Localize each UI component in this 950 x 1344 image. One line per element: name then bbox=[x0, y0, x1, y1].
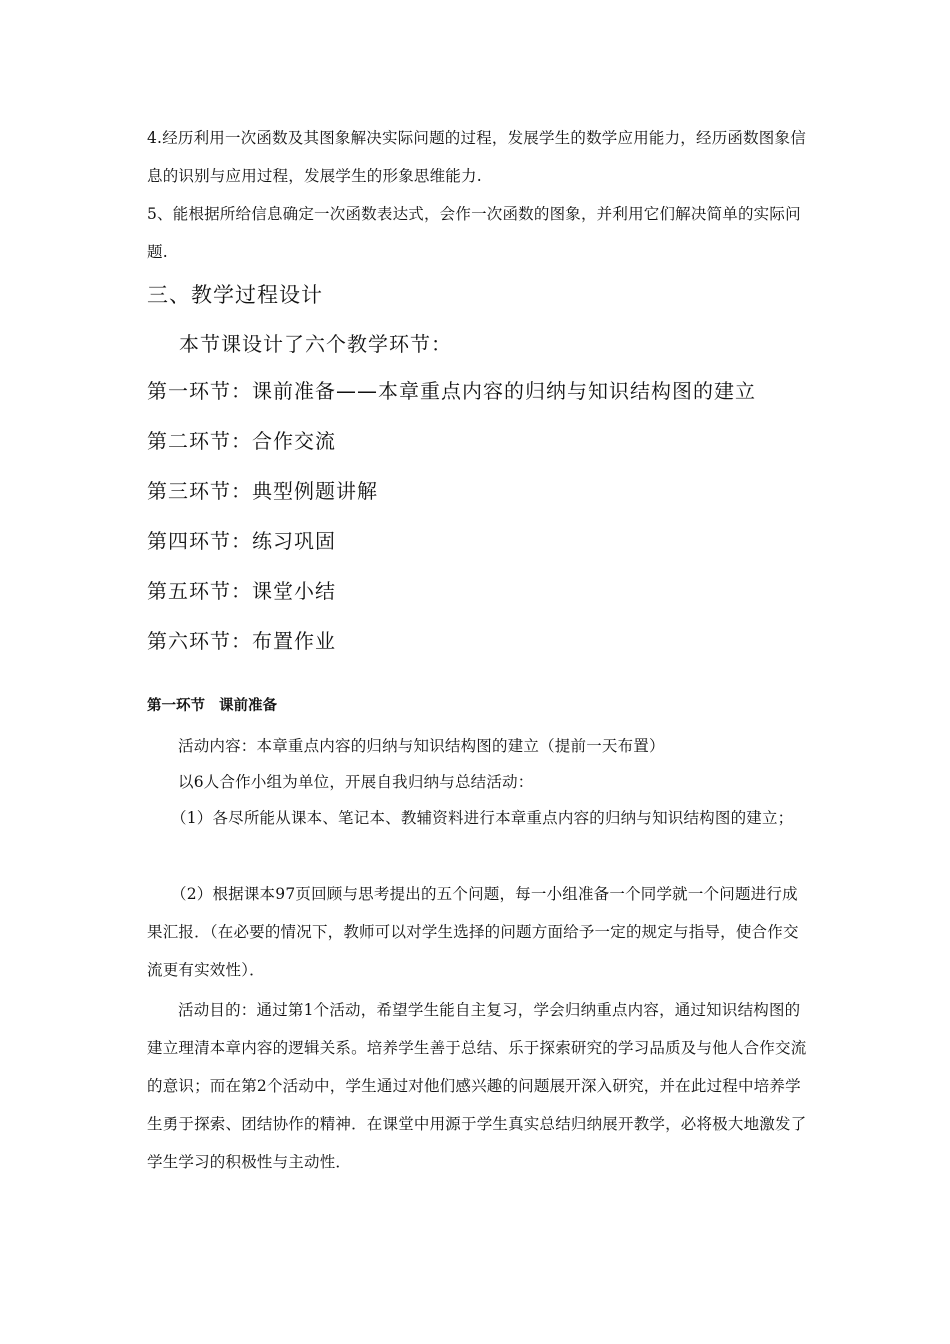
stage1-activity-content: 活动内容：本章重点内容的归纳与知识结构图的建立（提前一天布置） bbox=[178, 737, 665, 755]
stage-item-6: 第六环节：布置作业 bbox=[147, 629, 336, 653]
stage1-heading-title: 课前准备 bbox=[219, 698, 277, 714]
stage-item-3: 第三环节：典型例题讲解 bbox=[147, 479, 378, 503]
stages-intro: 本节课设计了六个教学环节： bbox=[179, 332, 452, 356]
stage1-heading-number: 第一环节 bbox=[147, 698, 205, 714]
stage1-activity-goal: 活动目的：通过第1个活动，希望学生能自主复习，学会归纳重点内容，通过知识结构图的建立理清本章内容的逻辑关系。培养学生善于总结、乐于探索研究的学习品质及与他人合作交流的意识；而在第2个活动中，学生通过对他们感兴趣的问题展开深入研究，并在此过程中培养学生勇于探索、团结协作的精神．在课堂中用源于学生真实总结归纳展开教学，必将极大地激发了学生学习的积极性与主动性． bbox=[147, 1001, 807, 1171]
objective-item-4: 4.经历利用一次函数及其图象解决实际问题的过程，发展学生的数学应用能力，经历函数图象信息的识别与应用过程，发展学生的形象思维能力. bbox=[147, 129, 806, 185]
stage-item-1: 第一环节：课前准备——本章重点内容的归纳与知识结构图的建立 bbox=[147, 379, 756, 403]
stage1-group-note: 以6人合作小组为单位，开展自我归纳与总结活动： bbox=[178, 773, 534, 791]
stage1-task-1: （1）各尽所能从课本、笔记本、教辅资料进行本章重点内容的归纳与知识结构图的建立； bbox=[171, 809, 794, 827]
stage-list bbox=[147, 377, 756, 677]
stage1-task-2: （2）根据课本97页回顾与思考提出的五个问题，每一小组准备一个同学就一个问题进行成果汇报．（在必要的情况下，教师可以对学生选择的问题方面给予一定的规定与指导，使合作交流更有实效性）． bbox=[147, 885, 799, 979]
objective-item-5: 5、能根据所给信息确定一次函数表达式，会作一次函数的图象，并利用它们解决简单的实际问题. bbox=[147, 205, 801, 261]
stage-item-4: 第四环节：练习巩固 bbox=[147, 529, 336, 553]
section-heading-teaching-process: 三、教学过程设计 bbox=[147, 283, 323, 307]
stage-item-5: 第五环节：课堂小结 bbox=[147, 579, 336, 603]
stage-item-2: 第二环节：合作交流 bbox=[147, 429, 336, 453]
stage1-heading bbox=[147, 696, 277, 716]
